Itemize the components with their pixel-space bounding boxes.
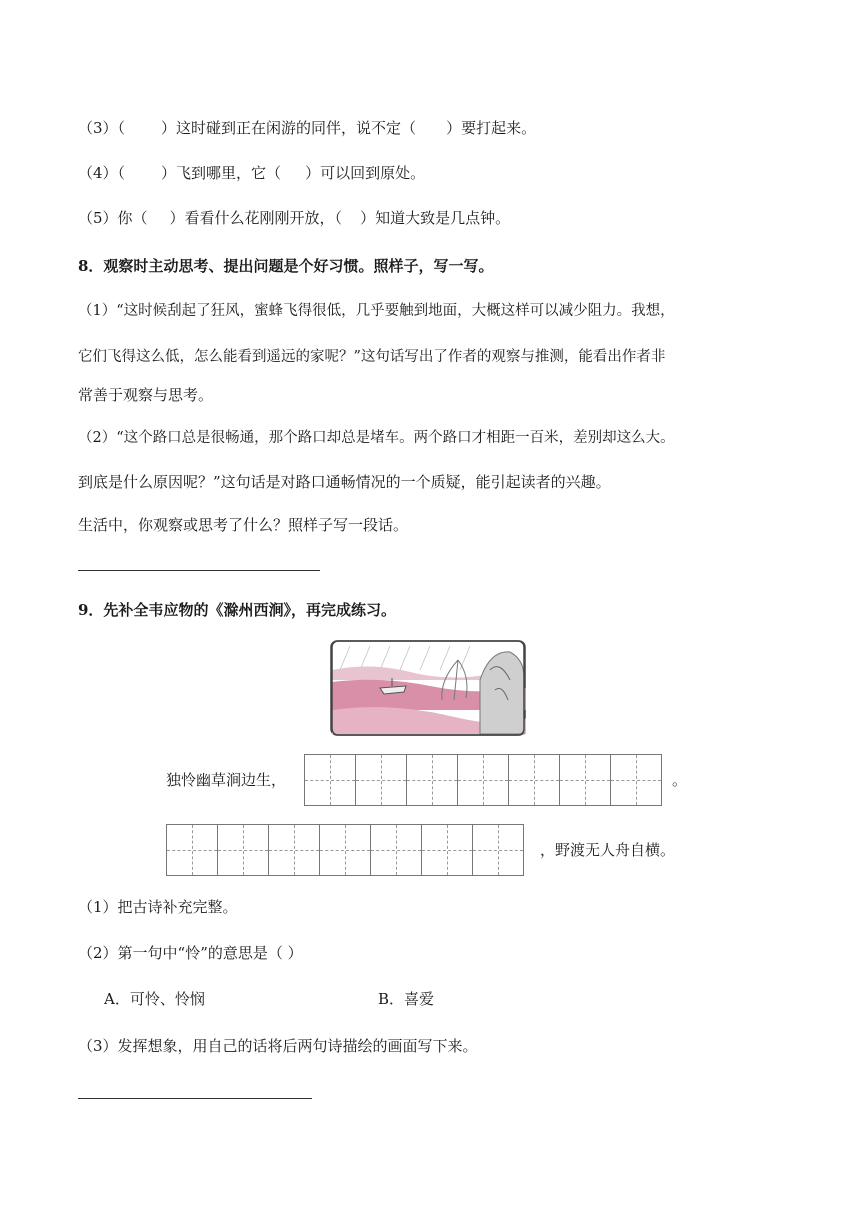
- q8-title: 8．观察时主动思考、提出问题是个好习惯。照样子，写一写。: [78, 257, 494, 275]
- q9-answer-line[interactable]: [78, 1098, 312, 1099]
- q7-item-4: [78, 163, 425, 183]
- q9-title: 9．先补全韦应物的《滁州西涧》，再完成练习。: [78, 601, 396, 619]
- poem-line-1-grid[interactable]: [304, 754, 662, 806]
- q8-example-2-line-2: 到底是什么原因呢？”这句话是对路口通畅情况的一个质疑，能引起读者的兴趣。: [78, 473, 611, 491]
- q9-sub-3: （3）发挥想象，用自己的话将后两句诗描绘的画面写下来。: [78, 1037, 478, 1055]
- q7-item-5-part-b: ）看看什么花刚刚开放，（: [169, 209, 343, 227]
- q9-sub-1: （1）把古诗补充完整。: [78, 898, 238, 916]
- tianzige-cell[interactable]: [421, 824, 473, 876]
- tianzige-cell[interactable]: [457, 754, 509, 806]
- q7-item-3-part-c: ）要打起来。: [446, 119, 537, 137]
- poem-line-2-grid[interactable]: [166, 824, 524, 876]
- tianzige-cell[interactable]: [559, 754, 611, 806]
- q7-item-3: [78, 118, 536, 138]
- q7-item-5-part-a: （5）你（: [78, 209, 148, 227]
- q9-sub-2: （2）第一句中“怜”的意思是（ ）: [78, 944, 303, 962]
- poem-line-1-suffix: 。: [672, 771, 688, 789]
- tianzige-cell[interactable]: [166, 824, 218, 876]
- tianzige-cell[interactable]: [319, 824, 371, 876]
- q7-item-5: [78, 208, 510, 228]
- tianzige-cell[interactable]: [268, 824, 320, 876]
- poem-illustration: [330, 640, 526, 736]
- tianzige-cell[interactable]: [370, 824, 422, 876]
- q7-item-4-part-b: ）飞到哪里，它（: [161, 164, 282, 182]
- tianzige-cell[interactable]: [406, 754, 458, 806]
- q8-example-1-line-2: 它们飞得这么低，怎么能看到遥远的家呢？”这句话写出了作者的观察与推测，能看出作者非: [78, 349, 666, 365]
- q8-example-1-line-3: 常善于观察与思考。: [78, 386, 214, 404]
- q8-prompt: 生活中，你观察或思考了什么？照样子写一段话。: [78, 516, 409, 534]
- q7-item-3-part-a: （3）（: [78, 119, 126, 137]
- tianzige-cell[interactable]: [508, 754, 560, 806]
- tianzige-cell[interactable]: [304, 754, 356, 806]
- q7-item-4-part-c: ）可以回到原处。: [305, 164, 426, 182]
- q7-item-3-part-b: ）这时碰到正在闲游的同伴，说不定（: [161, 119, 417, 137]
- q7-item-5-part-c: ）知道大致是几点钟。: [360, 209, 511, 227]
- q9-option-a[interactable]: A．可怜、怜悯: [104, 990, 205, 1008]
- tianzige-cell[interactable]: [217, 824, 269, 876]
- q8-example-1-line-1: （1）“这时候刮起了狂风，蜜蜂飞得很低，几乎要触到地面，大概这样可以减少阻力。我想，: [78, 303, 675, 319]
- q9-option-b[interactable]: B．喜爱: [378, 990, 435, 1008]
- tianzige-cell[interactable]: [472, 824, 524, 876]
- poem-line-2-suffix: ，野渡无人舟自横。: [540, 841, 676, 859]
- q7-item-4-part-a: （4）（: [78, 164, 126, 182]
- tianzige-cell[interactable]: [610, 754, 662, 806]
- tianzige-cell[interactable]: [355, 754, 407, 806]
- poem-line-1-prefix: 独怜幽草涧边生，: [166, 771, 287, 789]
- q8-answer-line[interactable]: [78, 570, 320, 571]
- q8-example-2-line-1: （2）“这个路口总是很畅通，那个路口却总是堵车。两个路口才相距一百米，差别却这么大。: [78, 430, 675, 446]
